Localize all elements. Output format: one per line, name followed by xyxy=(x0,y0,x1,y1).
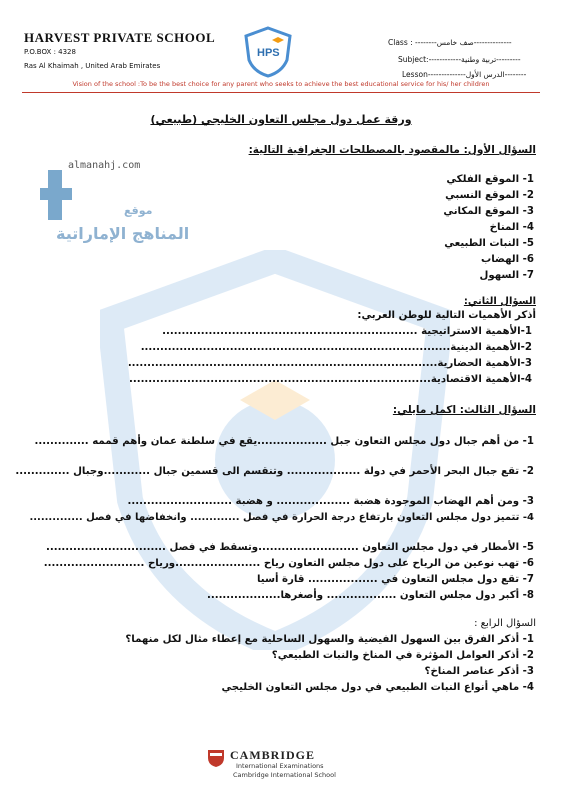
almanahj-logo-icon xyxy=(40,170,80,230)
q3-item: 4- تتميز دول مجلس التعاون بارتفاع درجة الحرارة في فصل ............. وانخفاضها في فصل .............. xyxy=(29,512,534,523)
q1-item: 2- الموقع النسبي xyxy=(445,190,534,201)
logo-text: HPS xyxy=(257,47,280,59)
cambridge-sub1: International Examinations xyxy=(236,762,324,770)
q2-item: 3-الأهمية الحضارية................................................................................ xyxy=(127,358,532,369)
q1-item: 4- المناخ xyxy=(489,222,534,233)
cambridge-crest-icon xyxy=(206,748,226,768)
cambridge-name: CAMBRIDGE xyxy=(230,748,316,762)
lesson-value: الدرس الأول-------- xyxy=(465,70,527,79)
almanahj-site: almanahj.com xyxy=(68,160,141,171)
q1-item: 6- الهضاب xyxy=(480,254,534,265)
q1-heading: السؤال الأول: مالمقصود بالمصطلحات الجغرافية التالية: xyxy=(248,144,536,156)
class-value: صف خامس-------------- xyxy=(436,38,512,47)
q3-item: 7- تقع دول مجلس التعاون في .................. قارة أسيا xyxy=(256,574,534,585)
almanahj-line2: المناهج الإماراتية xyxy=(56,224,190,243)
worksheet-title xyxy=(0,113,562,126)
q2-item: 1-الأهمية الاستراتيجية .................................................................. xyxy=(162,326,532,337)
subject-value: تربية وطنية--------- xyxy=(461,55,521,64)
lesson-field xyxy=(402,70,526,79)
class-label: Class : -------- xyxy=(388,38,437,47)
q3-item: 5- الأمطار في دول مجلس التعاون ..........................وتسقط في فصل ............................... xyxy=(45,542,534,553)
almanahj-watermark xyxy=(40,160,190,260)
q4-item: 3- أذكر عناصر المناخ؟ xyxy=(424,666,534,677)
school-name: HARVEST PRIVATE SCHOOL xyxy=(24,30,216,45)
q1-item: 5- النبات الطبيعي xyxy=(444,238,534,249)
subject-field xyxy=(398,55,521,64)
q3-item: 1- من أهم جبال دول مجلس التعاون جبل ..................يقع في سلطنة عمان وأهم قممه .............. xyxy=(34,436,534,447)
q3-item: 3- ومن أهم الهضاب الموجودة هضبة ................... و هضبة ........................... xyxy=(127,496,534,507)
q4-heading: السؤال الرابع : xyxy=(474,618,536,629)
q4-item: 4- ماهي أنواع النبات الطبيعي في دول مجلس التعاون الخليجي xyxy=(221,682,534,693)
q2-item: 4-الأهمية الاقتصادية.............................................................................. xyxy=(128,374,532,385)
worksheet-title-text: ورقة عمل دول مجلس التعاون الخليجي (طبيعي) xyxy=(150,113,412,126)
lesson-label: Lesson-------------- xyxy=(402,70,466,79)
q1-item: 3- الموقع المكاني xyxy=(443,206,534,217)
cambridge-sub2: Cambridge International School xyxy=(233,771,336,779)
almanahj-line1: موقع xyxy=(124,204,153,217)
school-vision: Vision of the school :To be the best choice for any parent who seeks to achieve the best educational service for his/ her children xyxy=(72,80,490,88)
q1-item: 1- الموقع الفلكي xyxy=(446,174,534,185)
header-divider xyxy=(22,92,540,93)
q3-item: 2- تقع جبال البحر الأحمر في دولة ................... وتنقسم الى قسمين جبال ............وجبال .............. xyxy=(15,466,534,477)
q4-item: 1- أذكر الفرق بين السهول الفيضية والسهول الساحلية مع إعطاء مثال لكل منهما؟ xyxy=(125,634,534,645)
class-field xyxy=(388,38,512,47)
school-address: Ras Al Khaimah , United Arab Emirates xyxy=(24,62,161,70)
q2-heading: السؤال الثاني: xyxy=(463,296,536,307)
pobox: P.O.BOX : 4328 xyxy=(24,48,76,56)
q2-item: 2-الأهمية الدينية................................................................................ xyxy=(140,342,532,353)
q1-item: 7- السهول xyxy=(479,270,534,281)
q3-item: 8- أكبر دول مجلس التعاون .................. وأصغرها................... xyxy=(206,590,534,601)
q4-item: 2- أذكر العوامل المؤثرة في المناخ والنبات الطبيعي؟ xyxy=(271,650,534,661)
q3-item: 6- تهب نوعين من الرياح على دول مجلس التعاون رياح ......................ورياح .......................... xyxy=(43,558,534,569)
q3-heading: السؤال الثالث: اكمل مايلي: xyxy=(392,404,536,416)
subject-label: Subject:------------ xyxy=(398,55,462,64)
school-logo-icon xyxy=(242,26,294,78)
q2-subheading: أذكر الأهميات التالية للوطن العربي: xyxy=(357,310,536,321)
